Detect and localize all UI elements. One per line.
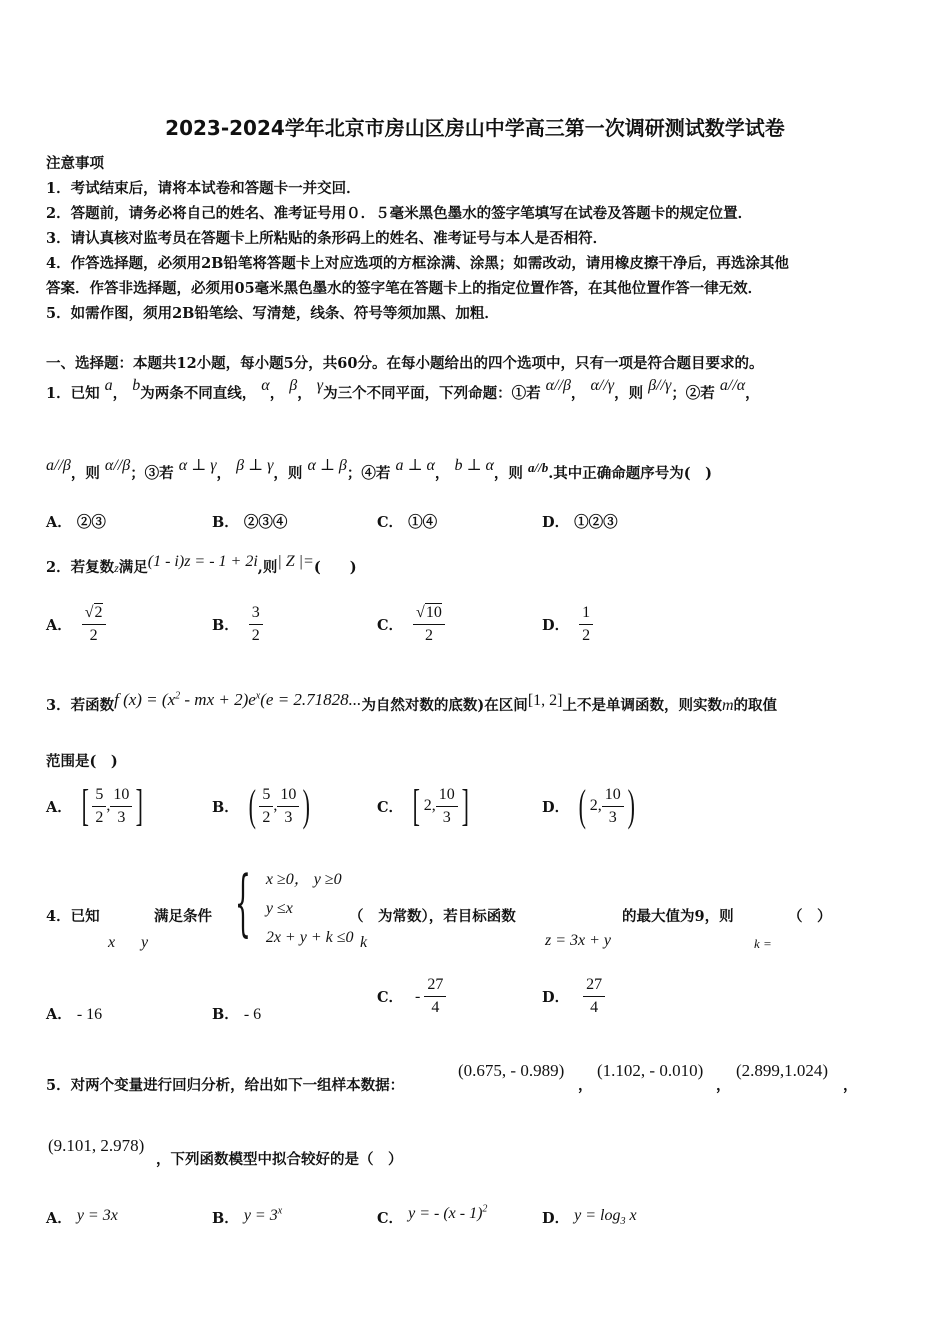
q1-alpha: α (261, 377, 270, 394)
q4-option-d[interactable] (542, 976, 605, 1017)
bracket-open: ( (248, 781, 256, 830)
q2-text: ( ) (313, 559, 357, 576)
fraction-denominator: 3 (608, 808, 617, 826)
bracket-open: ( (578, 781, 587, 830)
option-label: C． (377, 989, 404, 1006)
fraction (602, 786, 624, 827)
q3-exponent: 2 (175, 690, 181, 702)
bracket-close: ] (136, 781, 144, 830)
q1-math: a//b (527, 460, 549, 475)
q4-var-k: k (360, 934, 368, 951)
q1-text: ；③若 (130, 465, 174, 482)
q2-abs: | Z |= (277, 553, 314, 570)
q3-func-part: - mx + 2)e (180, 690, 256, 709)
section-heading: 一、选择题：本题共12小题，每小题5分，共60分。在每小题给出的四个选项中，只有一项是符合题目要求的。 (46, 355, 764, 372)
q1-line1 (46, 377, 760, 403)
q4-option-b[interactable] (212, 1003, 261, 1024)
q1-option-a[interactable] (46, 511, 106, 532)
option-label: C． (377, 514, 404, 531)
q2-equation: (1 - i)z = - 1 + 2i (147, 553, 258, 570)
fraction: $\frac{√10}{2}$ (413, 604, 445, 645)
notice-item-4-cont: 答案．作答非选择题，必须用05毫米黑色墨水的签字笔在答题卡上的指定位置作答，在其他位置作答一律无效． (46, 280, 763, 297)
q4-text-3: （ 为常数），若目标函数 (349, 908, 516, 925)
q1-text: 为两条不同直线， (140, 385, 257, 402)
fraction (579, 604, 593, 645)
fraction-denominator: 3 (442, 808, 451, 826)
q1-comma: ， (269, 385, 285, 402)
q5-text-1: 5．对两个变量进行回归分析，给出如下一组样本数据： (46, 1077, 405, 1094)
option-label: A． (46, 514, 72, 531)
q3-stem-line2: 范围是( ) (46, 753, 118, 770)
fraction: $\frac{√2}{2}$ (82, 604, 106, 645)
q4-constraints (266, 866, 354, 952)
q1-math: b ⊥ α (454, 457, 494, 474)
fraction-numerator: 10 (425, 604, 442, 621)
q1-comma: ， (745, 385, 760, 402)
q2-var-z: z (114, 561, 119, 575)
q3-option-b[interactable] (212, 781, 314, 830)
exam-title: 2023-2024学年北京市房山区房山中学高三第一次调研测试数学试卷 (165, 116, 785, 140)
option-label: B． (212, 798, 239, 816)
q4-text-4: 的最大值为9，则 (622, 908, 734, 925)
option-text: ①②③ (574, 514, 618, 531)
option-text: y = - (x - 1) (408, 1205, 483, 1222)
q1-text: ，则 (273, 465, 303, 482)
q2-text: 满足 (118, 559, 148, 576)
option-label: C． (377, 798, 404, 816)
q1-comma: ， (297, 385, 312, 402)
q3-var-m: m (721, 697, 734, 714)
q1-math: β//γ (648, 377, 672, 394)
q1-math: α//β (104, 457, 131, 474)
notice-heading: 注意事项 (46, 155, 104, 172)
option-math (408, 1205, 487, 1222)
option-exponent: x (277, 1205, 283, 1217)
q1-gamma: γ (316, 377, 324, 394)
fraction-denominator: 2 (95, 808, 104, 826)
q1-math: α ⊥ β (307, 457, 347, 474)
fraction (424, 976, 446, 1017)
fraction-denominator: 4 (431, 999, 440, 1016)
q1-math: a//β (46, 457, 71, 474)
q4-text-2: 满足条件 (154, 908, 212, 925)
q4-var-x: x (108, 934, 116, 951)
q3-func-part: f (x) = (x (114, 690, 176, 709)
q3-option-c[interactable] (377, 781, 472, 830)
fraction-denominator: 3 (117, 808, 126, 826)
q5-point-4: (9.101, 2.978) (48, 1136, 145, 1155)
q3-option-a[interactable] (46, 781, 147, 830)
q1-option-b[interactable] (212, 511, 287, 532)
q2-option-b[interactable] (212, 604, 263, 645)
fraction-denominator: 2 (251, 627, 260, 644)
fraction-denominator: 2 (262, 808, 271, 826)
option-text: y = log (574, 1207, 621, 1224)
q4-constraint-2: y ≤x (265, 900, 293, 917)
q5-option-d[interactable] (542, 1207, 637, 1230)
fraction (110, 786, 132, 827)
fraction-numerator: 10 (110, 786, 132, 807)
fraction (92, 786, 106, 827)
q4-constraint-3: 2x + y + k ≤0 (265, 929, 354, 946)
q1-text: .其中正确命题序号为( ) (548, 465, 712, 482)
q5-separator: ， (578, 1077, 593, 1094)
q3-text: 的取值 (733, 697, 778, 714)
q3-function (114, 690, 361, 709)
q4-option-c[interactable] (377, 976, 446, 1017)
option-label: D． (542, 1210, 570, 1227)
q1-text: 1．已知 (46, 385, 100, 402)
option-label: B． (212, 514, 239, 531)
q1-math: α ⊥ γ (178, 457, 217, 474)
fraction-numerator: 3 (249, 604, 263, 625)
brace-icon: { (234, 860, 251, 944)
fraction (436, 786, 458, 827)
bracket-close: ) (303, 781, 311, 830)
q4-k-equals: k = (754, 936, 772, 951)
q1-text: ，则 (70, 465, 100, 482)
q1-var-a: a (104, 377, 113, 394)
interval: ( 2 , $\frac{10}{3}$ ) (578, 781, 635, 830)
option-label: D． (542, 514, 570, 531)
q1-math: α//β (545, 377, 571, 394)
option-label: A． (46, 1006, 72, 1023)
q5-text-2: ，下列函数模型中拟合较好的是（ ） (156, 1151, 403, 1168)
fraction-numerator: 10 (436, 786, 458, 807)
option-text: ②③④ (243, 514, 288, 531)
q1-text: ，则 (493, 465, 523, 482)
q4-constraint-1: x ≥0， y ≥0 (265, 871, 342, 888)
q3-func-part: (e = 2.71828... (260, 690, 362, 709)
q1-comma: ， (434, 465, 450, 482)
q1-text: ；②若 (671, 385, 715, 402)
fraction-denominator: 4 (590, 999, 599, 1016)
q2-option-c[interactable] (377, 604, 445, 645)
q2-stem (46, 553, 357, 577)
fraction-numerator: 10 (277, 786, 299, 807)
notice-item-2: 2．答题前，请务必将自己的姓名、准考证号用０．５毫米黑色墨水的签字笔填写在试卷及答题卡的规定位置． (46, 205, 753, 222)
notice-item-1: 1．考试结束后，请将本试卷和答题卡一并交回． (46, 180, 361, 197)
q5-option-a[interactable] (46, 1207, 118, 1228)
q5-point-2: (1.102, - 0.010) (597, 1061, 704, 1080)
interval: [ 2 , $\frac{10}{3}$ ] (412, 781, 469, 830)
interval: ( $\frac{5}{2}$ , $\frac{10}{3}$ ) (248, 781, 311, 830)
interval-start: 2 (589, 797, 598, 814)
fraction-numerator: 10 (602, 786, 624, 807)
q1-text: ，则 (614, 385, 644, 402)
option-label: A． (46, 1210, 72, 1227)
fraction-denominator: 3 (284, 808, 293, 826)
q5-option-c[interactable] (377, 1203, 488, 1228)
fraction-denominator: 2 (89, 627, 98, 644)
notice-item-4: 4．作答选择题，必须用2B铅笔将答题卡上对应选项的方框涂满、涂黑；如需改动，请用橡皮擦干净后，再选涂其他 (46, 255, 789, 272)
q5-point-1: (0.675, - 0.989) (458, 1061, 565, 1080)
q3-option-d[interactable] (542, 781, 638, 830)
q2-text: ,则 (257, 559, 278, 576)
option-label: A． (46, 798, 72, 816)
q5-option-b[interactable] (212, 1207, 282, 1228)
fraction (249, 604, 263, 645)
q1-var-b: b (132, 377, 141, 394)
q1-math: a ⊥ α (395, 457, 435, 474)
q3-exponent: x (255, 690, 261, 702)
fraction (277, 786, 299, 827)
fraction (259, 786, 273, 827)
interval-start: 2 (423, 797, 432, 814)
q5-separator: ， (843, 1077, 858, 1094)
option-label: D． (542, 989, 570, 1006)
q1-option-c[interactable] (377, 511, 437, 532)
q1-text: ；④若 (346, 465, 391, 482)
option-label: A． (46, 617, 72, 634)
bracket-open: [ (81, 781, 89, 830)
option-label: D． (542, 798, 570, 816)
bracket-close: ) (627, 781, 635, 830)
q1-option-d[interactable] (542, 511, 618, 532)
fraction-numerator: 1 (579, 604, 593, 625)
q4-constraint-system (220, 860, 354, 952)
option-label: C． (377, 1210, 404, 1227)
q3-text: 3．若函数 (46, 697, 115, 714)
q1-math: β ⊥ γ (236, 457, 274, 474)
notice-item-5: 5．如需作图，须用2B铅笔绘、写清楚，线条、符号等须加黑、加粗． (46, 305, 499, 322)
q4-text-5: （ ） (788, 908, 832, 925)
option-exponent: 2 (482, 1203, 488, 1215)
fraction-denominator: 2 (582, 627, 591, 644)
q2-option-a[interactable] (46, 604, 106, 645)
q4-option-a[interactable] (46, 1003, 102, 1024)
fraction-numerator: 27 (424, 976, 446, 997)
q1-line2 (46, 457, 712, 483)
q1-math: a//α (719, 377, 746, 394)
q1-comma: ， (112, 385, 128, 402)
option-label: B． (212, 1006, 239, 1023)
option-text: - 6 (243, 1006, 262, 1023)
option-text: - 16 (76, 1006, 103, 1023)
option-text: y = 3 (243, 1207, 278, 1224)
q5-point-3: (2.899,1.024) (736, 1061, 829, 1080)
interval: [ $\frac{5}{2}$ , $\frac{10}{3}$ ] (81, 781, 144, 830)
fraction-denominator: 2 (424, 627, 433, 644)
bracket-open: [ (412, 781, 421, 830)
q1-beta: β (289, 377, 298, 394)
option-text: ①④ (408, 514, 438, 531)
q1-math: α//γ (590, 377, 615, 394)
option-subscript: 3 (620, 1216, 626, 1228)
option-sign: - (415, 987, 421, 1005)
q5-separator: ， (716, 1077, 731, 1094)
option-math (244, 1207, 282, 1224)
fraction-numerator: 5 (259, 786, 273, 807)
q4-var-y: y (141, 934, 149, 951)
option-text: x (625, 1207, 637, 1224)
q1-comma: ， (570, 385, 586, 402)
option-text: ②③ (76, 514, 106, 531)
q3-interval: [1, 2] (527, 692, 563, 709)
q4-text-1: 4．已知 (46, 908, 100, 925)
fraction (583, 976, 605, 1017)
q1-text: 为三个不同平面，下列命题：①若 (323, 385, 541, 402)
q2-text: 2．若复数 (46, 559, 115, 576)
q4-objective: z = 3x + y (545, 932, 612, 949)
q3-stem-line1 (46, 690, 778, 715)
bracket-close: ] (461, 781, 469, 830)
option-label: C． (377, 617, 404, 634)
option-label: B． (212, 617, 239, 634)
q3-text: 为自然对数的底数)在区间 (361, 697, 528, 714)
fraction-numerator: 27 (583, 976, 605, 997)
q2-option-d[interactable] (542, 604, 593, 645)
q3-text: 上不是单调函数，则实数 (562, 697, 722, 714)
option-text: y = 3x (76, 1207, 118, 1224)
notice-item-3: 3．请认真核对监考员在答题卡上所粘贴的条形码上的姓名、准考证号与本人是否相符． (46, 230, 608, 247)
option-label: B． (212, 1210, 239, 1227)
fraction-numerator: 2 (94, 604, 103, 621)
fraction-numerator: 5 (92, 786, 106, 807)
option-math (574, 1207, 637, 1228)
q1-comma: ， (216, 465, 231, 482)
option-label: D． (542, 617, 570, 634)
